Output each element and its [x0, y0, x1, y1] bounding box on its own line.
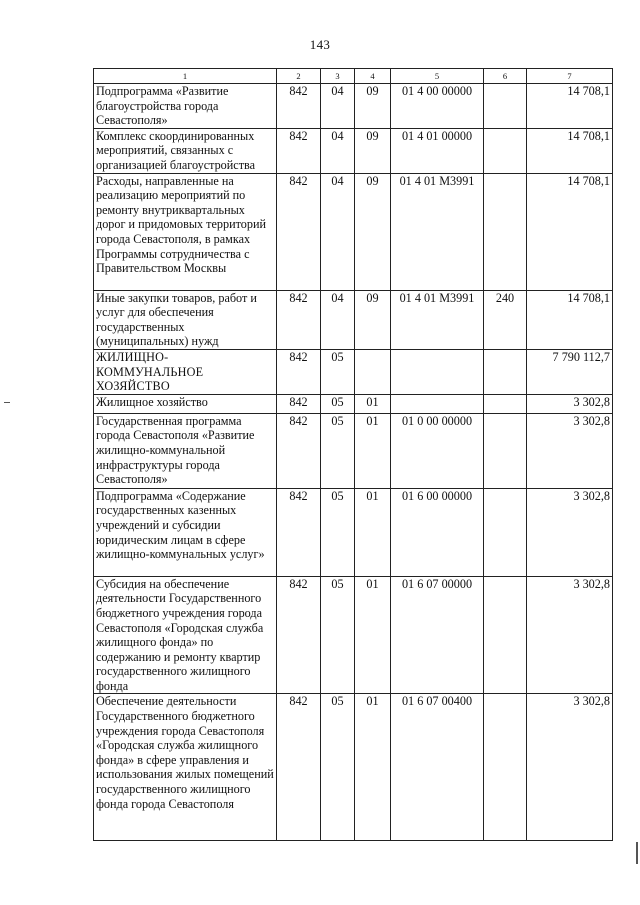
subsection-cell: 01 [355, 576, 391, 694]
row-name-cell: Субсидия на обеспечение деятельности Государственного бюджетного учреждения города Севастополя «Городская служба жилищного фонда» по содержанию и ремонту квартир государственного жилищного фонда [94, 576, 277, 694]
scan-mark-left [4, 402, 10, 403]
admin-code-cell: 842 [277, 128, 321, 173]
expense-type-cell [484, 128, 527, 173]
target-article-cell: 01 4 01 М3991 [391, 173, 484, 290]
expense-type-cell [484, 413, 527, 488]
amount-cell: 14 708,1 [527, 128, 613, 173]
section-cell: 05 [321, 488, 355, 576]
row-name-cell: Иные закупки товаров, работ и услуг для обеспечения государственных (муниципальных) нужд [94, 290, 277, 349]
admin-code-cell: 842 [277, 349, 321, 394]
admin-code-cell: 842 [277, 488, 321, 576]
column-header: 6 [484, 69, 527, 84]
column-header: 4 [355, 69, 391, 84]
target-article-cell [391, 394, 484, 413]
section-cell: 04 [321, 173, 355, 290]
budget-table [93, 68, 613, 841]
amount-cell: 14 708,1 [527, 290, 613, 349]
section-cell: 05 [321, 394, 355, 413]
admin-code-cell: 842 [277, 394, 321, 413]
column-header: 3 [321, 69, 355, 84]
admin-code-cell: 842 [277, 576, 321, 694]
subsection-cell: 01 [355, 413, 391, 488]
expense-type-cell [484, 576, 527, 694]
section-cell: 04 [321, 290, 355, 349]
admin-code-cell: 842 [277, 290, 321, 349]
page-number: 143 [309, 37, 331, 52]
row-name-cell: Подпрограмма «Развитие благоустройства города Севастополя» [94, 84, 277, 129]
admin-code-cell: 842 [277, 173, 321, 290]
amount-cell: 3 302,8 [527, 413, 613, 488]
amount-cell: 3 302,8 [527, 576, 613, 694]
subsection-cell: 09 [355, 84, 391, 129]
amount-cell: 3 302,8 [527, 394, 613, 413]
target-article-cell: 01 4 00 00000 [391, 84, 484, 129]
amount-cell: 3 302,8 [527, 488, 613, 576]
expense-type-cell [484, 173, 527, 290]
expense-type-cell [484, 394, 527, 413]
row-name-cell: Расходы, направленные на реализацию мероприятий по ремонту внутриквартальных дорог и придомовых территорий города Севастополя, в рамках Программы сотрудничества с Правительством Москвы [94, 173, 277, 290]
target-article-cell: 01 4 01 М3991 [391, 290, 484, 349]
scan-mark-right [636, 842, 638, 864]
section-cell: 05 [321, 576, 355, 694]
subsection-cell: 09 [355, 128, 391, 173]
row-name-cell: Государственная программа города Севастополя «Развитие жилищно-коммунальной инфраструктуры города Севастополя» [94, 413, 277, 488]
table-row [94, 173, 613, 290]
target-article-cell: 01 0 00 00000 [391, 413, 484, 488]
section-cell: 05 [321, 413, 355, 488]
target-article-cell: 01 4 01 00000 [391, 128, 484, 173]
row-name-cell: ЖИЛИЩНО-КОММУНАЛЬНОЕ ХОЗЯЙСТВО [94, 349, 277, 394]
column-header: 2 [277, 69, 321, 84]
section-cell: 05 [321, 349, 355, 394]
expense-type-cell [484, 488, 527, 576]
target-article-cell [391, 349, 484, 394]
target-article-cell: 01 6 07 00000 [391, 576, 484, 694]
table-header-row [94, 69, 613, 84]
column-header: 1 [94, 69, 277, 84]
amount-cell: 14 708,1 [527, 173, 613, 290]
row-name-cell: Подпрограмма «Содержание государственных казенных учреждений и субсидии юридическим лицам в сфере жилищно-коммунальных услуг» [94, 488, 277, 576]
row-name-cell: Обеспечение деятельности Государственного бюджетного учреждения города Севастополя «Городская служба жилищного фонда» в сфере управления и использования жилых помещений государственного жилищного фонда города Севастополя [94, 694, 277, 841]
section-cell: 05 [321, 694, 355, 841]
table-row [94, 694, 613, 841]
amount-cell: 14 708,1 [527, 84, 613, 129]
admin-code-cell: 842 [277, 694, 321, 841]
subsection-cell: 01 [355, 488, 391, 576]
table-row [94, 290, 613, 349]
section-cell: 04 [321, 84, 355, 129]
subsection-cell: 01 [355, 694, 391, 841]
table-row [94, 488, 613, 576]
expense-type-cell [484, 694, 527, 841]
target-article-cell: 01 6 00 00000 [391, 488, 484, 576]
table-row [94, 394, 613, 413]
subsection-cell: 01 [355, 394, 391, 413]
table-row [94, 84, 613, 129]
row-name-cell: Комплекс скоординированных мероприятий, связанных с организацией благоустройства [94, 128, 277, 173]
amount-cell: 3 302,8 [527, 694, 613, 841]
target-article-cell: 01 6 07 00400 [391, 694, 484, 841]
table-row [94, 128, 613, 173]
column-header: 7 [527, 69, 613, 84]
section-cell: 04 [321, 128, 355, 173]
amount-cell: 7 790 112,7 [527, 349, 613, 394]
expense-type-cell [484, 349, 527, 394]
expense-type-cell: 240 [484, 290, 527, 349]
table-row [94, 576, 613, 694]
subsection-cell [355, 349, 391, 394]
table-row [94, 413, 613, 488]
subsection-cell: 09 [355, 173, 391, 290]
row-name-cell: Жилищное хозяйство [94, 394, 277, 413]
admin-code-cell: 842 [277, 413, 321, 488]
admin-code-cell: 842 [277, 84, 321, 129]
expense-type-cell [484, 84, 527, 129]
column-header: 5 [391, 69, 484, 84]
subsection-cell: 09 [355, 290, 391, 349]
table-row [94, 349, 613, 394]
